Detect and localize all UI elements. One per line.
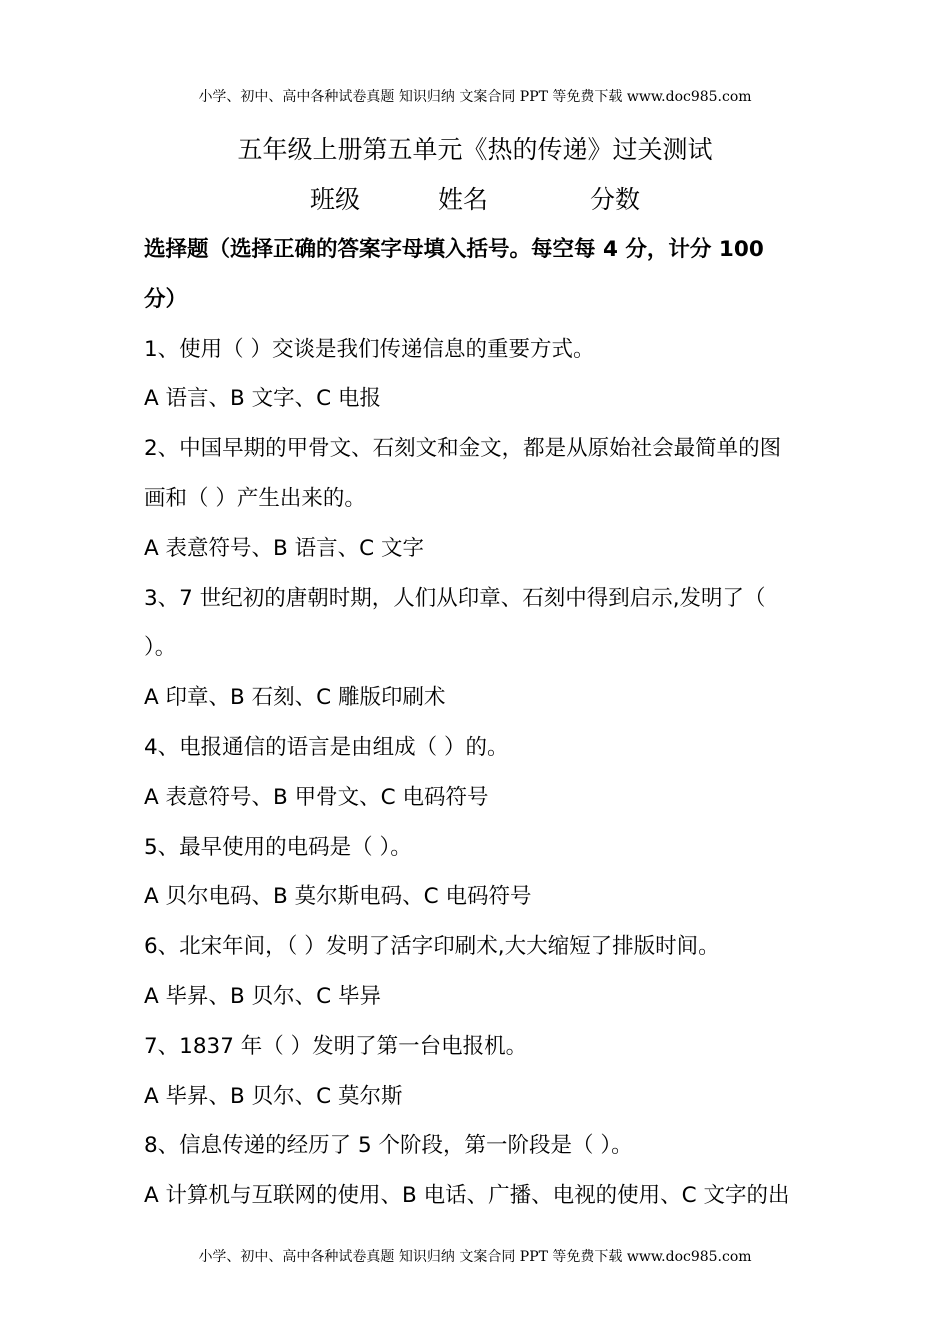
question-8: 8、信息传递的经历了 5 个阶段，第一阶段是（ ）。 [144,1133,633,1159]
section-heading-continued: 分） [144,286,188,312]
question-2: 2、中国早期的甲骨文、石刻文和金文，都是从原始社会最简单的图 [144,436,782,462]
question-7: 7、1837 年（ ）发明了第一台电报机。 [144,1033,528,1059]
options-1: A 语言、B 文字、C 电报 [144,386,381,412]
options-2: A 表意符号、B 语言、C 文字 [144,535,424,561]
score-label: 分数 [590,185,641,214]
options-3: A 印章、B 石刻、C 雕版印刷术 [144,685,446,711]
options-4: A 表意符号、B 甲骨文、C 电码符号 [144,784,489,810]
site-banner-bottom: 小学、初中、高中各种试卷真题 知识归纳 文案合同 PPT 等免费下载 www.doc985.com [198,1249,752,1265]
question-3-continued: ）。 [144,635,177,661]
options-7: A 毕昇、B 贝尔、C 莫尔斯 [144,1083,403,1109]
options-6: A 毕昇、B 贝尔、C 毕异 [144,983,381,1009]
question-content [144,225,812,1221]
question-5: 5、最早使用的电码是（ ）。 [144,834,412,860]
question-3: 3、7 世纪初的唐朝时期，人们从印章、石刻中得到启示,发明了（ [144,585,766,611]
page-title: 五年级上册第五单元《热的传递》过关测试 [237,135,713,164]
options-5: A 贝尔电码、B 莫尔斯电码、C 电码符号 [144,884,532,910]
question-4: 4、电报通信的语言是由组成（ ）的。 [144,734,509,760]
options-8: A 计算机与互联网的使用、B 电话、广播、电视的使用、C 文字的出 [144,1183,790,1209]
question-1: 1、使用（ ）交谈是我们传递信息的重要方式。 [144,336,595,362]
question-6: 6、北宋年间，（ ）发明了活字印刷术,大大缩短了排版时间。 [144,934,720,960]
name-label: 姓名 [437,185,488,214]
site-banner-top: 小学、初中、高中各种试卷真题 知识归纳 文案合同 PPT 等免费下载 www.doc985.com [198,89,752,105]
class-label: 班级 [309,185,360,214]
student-info-line [0,182,950,218]
question-2-continued: 画和（ ）产生出来的。 [144,485,366,511]
section-heading: 选择题（选择正确的答案字母填入括号。每空每 4 分，计分 100 [144,237,764,262]
